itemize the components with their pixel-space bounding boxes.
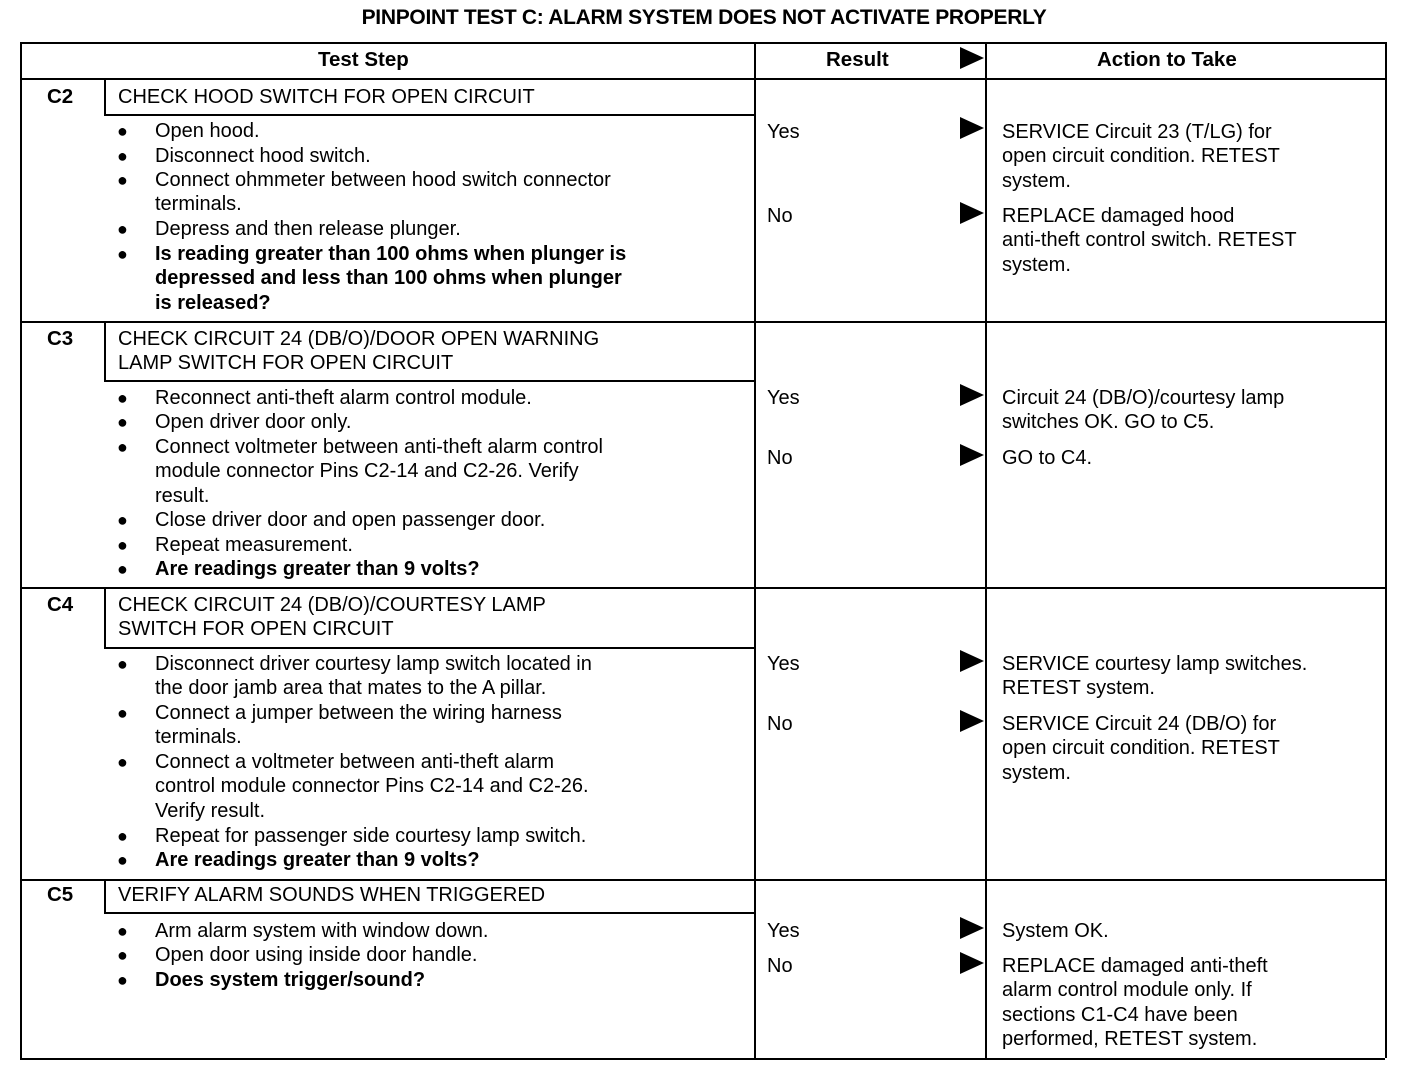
bullet-text-line: Open door using inside door handle. <box>155 944 478 966</box>
action-text-line: sections C1-C4 have been <box>1002 1003 1238 1026</box>
action-text-line: SERVICE Circuit 24 (DB/O) for <box>1002 713 1277 735</box>
step-id: C5 <box>47 883 74 906</box>
result-arrow-icon <box>960 384 984 406</box>
bullet-dot-icon: ● <box>117 970 128 990</box>
step-c4-id-divider <box>104 587 106 647</box>
bullet-text-line: Is reading greater than 100 ohms when plunger is <box>155 243 627 265</box>
bullet-text-line: module connector Pins C2-14 and C2-26. Verify <box>155 460 579 483</box>
bullet-dot-icon: ● <box>117 388 128 408</box>
action-text-line: anti-theft control switch. RETEST <box>1002 229 1297 252</box>
action-text-line: system. <box>1002 169 1071 192</box>
step-id: C2 <box>47 85 74 108</box>
bullet-dot-icon: ● <box>117 703 128 723</box>
bullet-dot-icon: ● <box>117 121 128 141</box>
action-text-line: SERVICE courtesy lamp switches. <box>1002 653 1308 675</box>
action-text-line: SERVICE Circuit 23 (T/LG) for <box>1002 121 1272 143</box>
bullet-text-line: Verify result. <box>155 799 266 822</box>
result-arrow-icon <box>960 117 984 139</box>
bullet-text-line: Open hood. <box>155 120 260 142</box>
bullet-text-line: Connect ohmmeter between hood switch connector <box>155 169 611 191</box>
bullet-text-line: Does system trigger/sound? <box>155 969 426 991</box>
action-text-line: System OK. <box>1002 920 1109 942</box>
result-label: No <box>767 955 793 977</box>
bullet-text-line: Repeat for passenger side courtesy lamp switch. <box>155 825 587 847</box>
step-title-line: CHECK CIRCUIT 24 (DB/O)/COURTESY LAMP <box>118 594 546 616</box>
bullet-text-line: Are readings greater than 9 volts? <box>155 849 480 871</box>
bullet-dot-icon: ● <box>117 146 128 166</box>
step-id: C3 <box>47 327 74 350</box>
bullet-dot-icon: ● <box>117 850 128 870</box>
bullet-text-line: terminals. <box>155 726 242 749</box>
bullet-dot-icon: ● <box>117 945 128 965</box>
result-label: Yes <box>767 121 800 143</box>
action-text-line: system. <box>1002 761 1071 784</box>
step-title-line: CHECK CIRCUIT 24 (DB/O)/DOOR OPEN WARNING <box>118 328 600 350</box>
bullet-dot-icon: ● <box>117 244 128 264</box>
step-c2-title-border <box>104 114 754 116</box>
header-result: Result <box>826 48 889 71</box>
bullet-text-line: Reconnect anti-theft alarm control module. <box>155 387 532 409</box>
step-c5-id-divider <box>104 879 106 912</box>
bullet-dot-icon: ● <box>117 559 128 579</box>
step-c3-bottom-border <box>20 587 1385 589</box>
bullet-dot-icon: ● <box>117 510 128 530</box>
step-c2-bottom-border <box>20 321 1385 323</box>
result-arrow-icon <box>960 710 984 732</box>
action-text-line: RETEST system. <box>1002 677 1155 700</box>
result-arrow-icon <box>960 952 984 974</box>
result-label: No <box>767 205 793 227</box>
action-text-line: Circuit 24 (DB/O)/courtesy lamp <box>1002 387 1285 409</box>
result-arrow-icon <box>960 650 984 672</box>
action-column-divider <box>985 42 987 1058</box>
bullet-text-line: Disconnect hood switch. <box>155 145 371 167</box>
action-text-line: performed, RETEST system. <box>1002 1027 1258 1050</box>
table-top-border <box>20 42 1385 44</box>
step-c2-id-divider <box>104 80 106 114</box>
header-arrow-icon <box>960 47 984 69</box>
step-c5-title-border <box>104 912 754 914</box>
step-c3-id-divider <box>104 321 106 380</box>
action-text-line: system. <box>1002 253 1071 276</box>
table-left-border <box>20 42 22 1058</box>
result-arrow-icon <box>960 917 984 939</box>
result-column-divider <box>754 42 756 1058</box>
bullet-dot-icon: ● <box>117 752 128 772</box>
bullet-text-line: Connect a jumper between the wiring harness <box>155 702 562 724</box>
table-right-border <box>1385 42 1387 1058</box>
header-action: Action to Take <box>1097 48 1237 71</box>
action-text-line: REPLACE damaged anti-theft <box>1002 955 1268 977</box>
page-title: PINPOINT TEST C: ALARM SYSTEM DOES NOT ACTIVATE PROPERLY <box>361 6 1047 29</box>
bullet-text-line: Connect voltmeter between anti-theft alarm control <box>155 436 603 458</box>
action-text-line: REPLACE damaged hood <box>1002 205 1235 227</box>
step-title-line: VERIFY ALARM SOUNDS WHEN TRIGGERED <box>118 884 546 906</box>
bullet-text-line: Depress and then release plunger. <box>155 218 461 240</box>
bullet-text-line: Repeat measurement. <box>155 534 353 556</box>
bullet-text-line: the door jamb area that mates to the A pillar. <box>155 677 547 700</box>
bullet-text-line: control module connector Pins C2-14 and C2-26. <box>155 775 589 798</box>
result-arrow-icon <box>960 444 984 466</box>
bullet-dot-icon: ● <box>117 826 128 846</box>
action-text-line: GO to C4. <box>1002 447 1093 469</box>
result-label: No <box>767 713 793 735</box>
header-test-step: Test Step <box>318 48 409 71</box>
action-text-line: open circuit condition. RETEST <box>1002 737 1280 760</box>
step-title-line: SWITCH FOR OPEN CIRCUIT <box>118 618 394 641</box>
step-c3-title-border <box>104 380 754 382</box>
bullet-text-line: is released? <box>155 291 271 314</box>
bullet-dot-icon: ● <box>117 535 128 555</box>
bullet-text-line: Arm alarm system with window down. <box>155 920 489 942</box>
step-c4-title-border <box>104 647 754 649</box>
step-c5-bottom-border <box>20 1058 1385 1060</box>
action-text-line: alarm control module only. If <box>1002 979 1252 1002</box>
result-label: No <box>767 447 793 469</box>
bullet-text-line: Open driver door only. <box>155 411 352 433</box>
step-title-line: LAMP SWITCH FOR OPEN CIRCUIT <box>118 352 454 375</box>
action-text-line: open circuit condition. RETEST <box>1002 145 1280 168</box>
bullet-text-line: Close driver door and open passenger door. <box>155 509 546 531</box>
bullet-text-line: result. <box>155 484 210 507</box>
bullet-text-line: Connect a voltmeter between anti-theft alarm <box>155 751 555 773</box>
bullet-dot-icon: ● <box>117 170 128 190</box>
result-arrow-icon <box>960 202 984 224</box>
bullet-text-line: terminals. <box>155 193 242 216</box>
bullet-text-line: Are readings greater than 9 volts? <box>155 558 480 580</box>
bullet-dot-icon: ● <box>117 219 128 239</box>
step-c4-bottom-border <box>20 879 1385 881</box>
header-bottom-border <box>20 78 1385 80</box>
step-title-line: CHECK HOOD SWITCH FOR OPEN CIRCUIT <box>118 86 535 108</box>
bullet-dot-icon: ● <box>117 412 128 432</box>
bullet-dot-icon: ● <box>117 921 128 941</box>
action-text-line: switches OK. GO to C5. <box>1002 411 1215 434</box>
bullet-dot-icon: ● <box>117 437 128 457</box>
result-label: Yes <box>767 920 800 942</box>
step-id: C4 <box>47 593 74 616</box>
bullet-text-line: depressed and less than 100 ohms when plunger <box>155 267 622 290</box>
bullet-dot-icon: ● <box>117 654 128 674</box>
bullet-text-line: Disconnect driver courtesy lamp switch located in <box>155 653 592 675</box>
result-label: Yes <box>767 387 800 409</box>
result-label: Yes <box>767 653 800 675</box>
